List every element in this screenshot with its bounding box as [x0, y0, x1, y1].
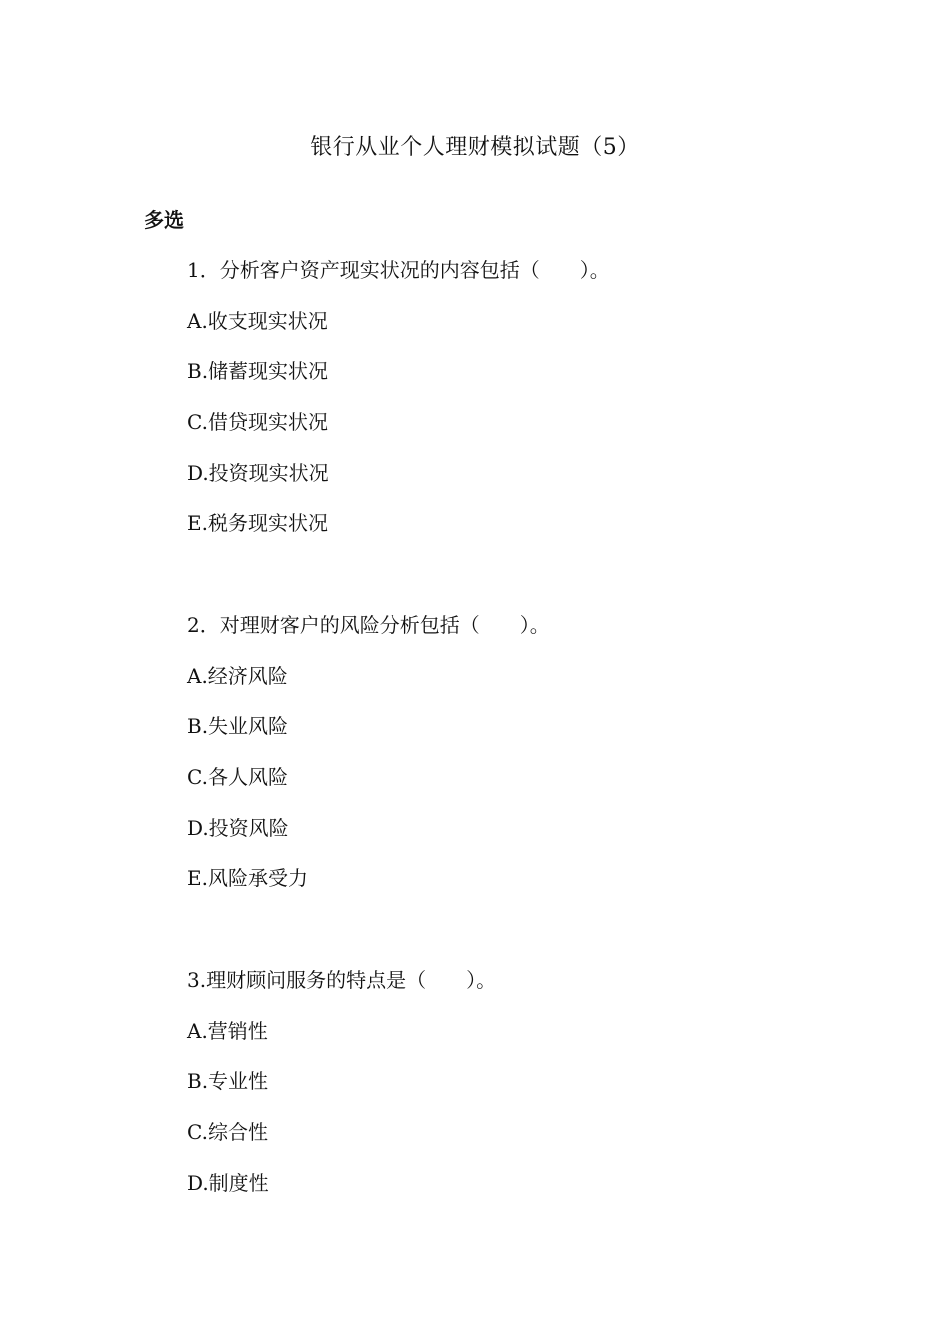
option-d: D.制度性 — [187, 1171, 269, 1195]
document-title: 银行从业个人理财模拟试题（5） — [310, 135, 640, 160]
option-a: A.收支现实状况 — [187, 309, 328, 333]
option-d: D.投资风险 — [187, 816, 289, 840]
option-e: E.风险承受力 — [187, 866, 308, 890]
option-a: A.经济风险 — [187, 664, 288, 688]
section-heading: 多选 — [144, 208, 184, 232]
option-b: B.专业性 — [187, 1069, 269, 1093]
option-e: E.税务现实状况 — [187, 511, 328, 535]
question-stem: 3.理财顾问服务的特点是（ ）。 — [187, 968, 497, 992]
option-b: B.储蓄现实状况 — [187, 359, 329, 383]
option-c: C.各人风险 — [187, 765, 288, 789]
question-stem: 1．分析客户资产现实状况的内容包括（ ）。 — [187, 258, 610, 282]
option-a: A.营销性 — [187, 1019, 268, 1043]
option-c: C.综合性 — [187, 1120, 268, 1144]
option-b: B.失业风险 — [187, 714, 289, 738]
question-stem: 2．对理财客户的风险分析包括（ ）。 — [187, 613, 550, 637]
option-d: D.投资现实状况 — [187, 461, 329, 485]
option-c: C.借贷现实状况 — [187, 410, 328, 434]
